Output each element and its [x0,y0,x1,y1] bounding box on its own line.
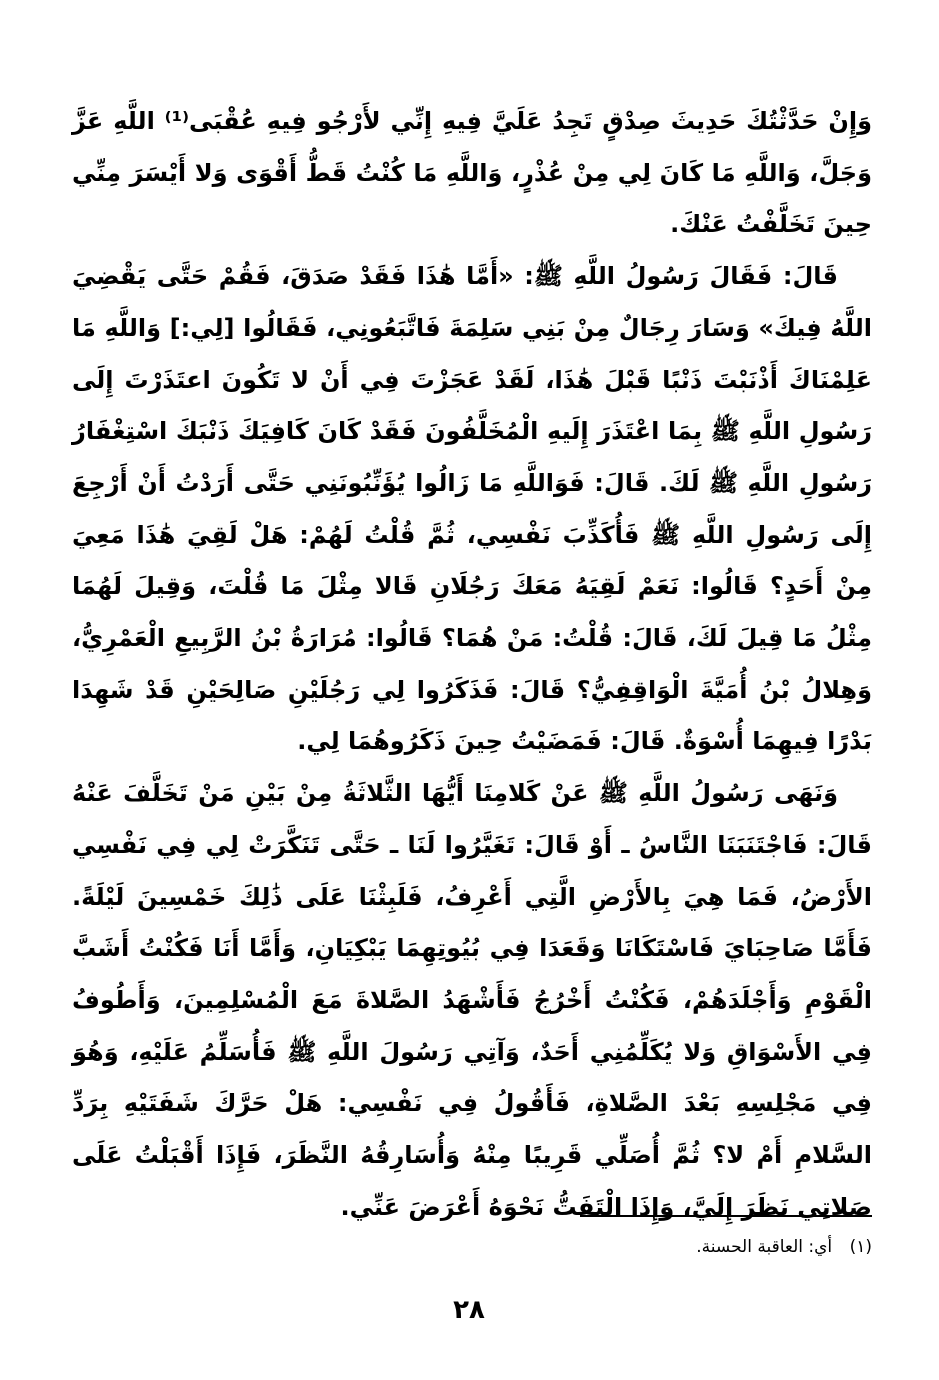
footnote-marker: (١) [849,1237,872,1257]
paragraph-3: وَنَهَى رَسُولُ اللَّهِ ﷺ عَنْ كَلامِنَا أَيُّهَا الثَّلاثَةُ مِنْ بَيْنِ مَنْ تَخَلَّفَ عَنْهُ قَالَ: فَاجْتَنَبَنَا النَّاسُ ـ أَوْ قَالَ: تَغَيَّرُوا لَنَا ـ حَتَّى تَنَكَّرَتْ لِي فِي نَفْسِي الأَرْضُ، فَمَا هِيَ بِالأَرْضِ الَّتِي أَعْرِفُ، فَلَبِثْنَا عَلَى ذَٰلِكَ خَمْسِينَ لَيْلَةً. فَأَمَّا صَاحِبَايَ فَاسْتَكَانَا وَقَعَدَا فِي بُيُوتِهِمَا يَبْكِيَانِ، وَأَمَّا أَنَا فَكُنْتُ أَشَبَّ الْقَوْمِ وَأَجْلَدَهُمْ، فَكُنْتُ أَخْرُجُ فَأَشْهَدُ الصَّلاةَ مَعَ الْمُسْلِمِينَ، وَأَطُوفُ فِي الأَسْوَاقِ وَلا يُكَلِّمُنِي أَحَدٌ، وَآتِي رَسُولَ اللَّهِ ﷺ فَأُسَلِّمُ عَلَيْهِ، وَهُوَ فِي مَجْلِسِهِ بَعْدَ الصَّلاةِ، فَأَقُولُ فِي نَفْسِي: هَلْ حَرَّكَ شَفَتَيْهِ بِرَدِّ السَّلامِ أَمْ لا؟ ثُمَّ أُصَلِّي قَرِيبًا مِنْهُ وَأُسَارِقُهُ النَّظَرَ، فَإِذَا أَقْبَلْتُ عَلَى صَلاتِي نَظَرَ إِلَيَّ، وَإِذَا الْتَفَتُّ نَحْوَهُ أَعْرَضَ عَنِّي. [72,779,872,1221]
footnote [372,1232,872,1262]
footnote-divider [580,1215,872,1217]
page-number: ٢٨ [453,1295,485,1325]
paragraph-2: قَالَ: فَقَالَ رَسُولُ اللَّهِ ﷺ: «أَمَّا هَٰذَا فَقَدْ صَدَقَ، فَقُمْ حَتَّى يَقْضِيَ اللَّهُ فِيكَ» وَسَارَ رِجَالٌ مِنْ بَنِي سَلِمَةَ فَاتَّبَعُونِي، فَقَالُوا [لِي:] وَاللَّهِ مَا عَلِمْنَاكَ أَذْنَبْتَ ذَنْبًا قَبْلَ هَٰذَا، لَقَدْ عَجَزْتَ فِي أَنْ لا تَكُونَ اعتَذَرْتَ إِلَى رَسُولِ اللَّهِ ﷺ بِمَا اعْتَذَرَ إِلَيهِ الْمُخَلَّفُونَ فَقَدْ كَانَ كَافِيَكَ ذَنْبَكَ اسْتِغْفَارُ رَسُولِ اللَّهِ ﷺ لَكَ. قَالَ: فَوَاللَّهِ مَا زَالُوا يُؤَنِّبُونَنِي حَتَّى أَرَدْتُ أَنْ أَرْجِعَ إِلَى رَسُولِ اللَّهِ ﷺ فَأُكَذِّبَ نَفْسِي، ثُمَّ قُلْتُ لَهُمْ: هَلْ لَقِيَ هَٰذَا مَعِيَ مِنْ أَحَدٍ؟ قَالُوا: نَعَمْ لَقِيَهُ مَعَكَ رَجُلَانِ قَالا مِثْلَ مَا قُلْتَ، وَقِيلَ لَهُمَا مِثْلُ مَا قِيلَ لَكَ، قَالَ: قُلْتُ: مَنْ هُمَا؟ قَالُوا: مُرَارَةُ بْنُ الرَّبِيعِ الْعَمْرِيُّ، وَهِلالُ بْنُ أُمَيَّةَ الْوَاقِفِيُّ؟ قَالَ: فَذَكَرُوا لِي رَجُلَيْنِ صَالِحَيْنِ قَدْ شَهِدَا بَدْرًا فِيهِمَا أُسْوَةٌ. قَالَ: فَمَضَيْتُ حِينَ ذَكَرُوهُمَا لِي. [72,262,872,756]
main-text [72,96,872,1233]
footnote-text: أي: العاقبة الحسنة. [696,1237,833,1257]
paragraph-1: وَإِنْ حَدَّثْتُكَ حَدِيثَ صِدْقٍ تَجِدُ عَلَيَّ فِيهِ إِنِّي لأَرْجُو فِيهِ عُقْبَى⁽¹⁾ اللَّهِ عَزَّ وَجَلَّ، وَاللَّهِ مَا كَانَ لِي مِنْ عُذْرٍ، وَاللَّهِ مَا كُنْتُ قَطُّ أَقْوَى وَلا أَيْسَرَ مِنِّي حِينَ تَخَلَّفْتُ عَنْكَ. [72,107,873,239]
